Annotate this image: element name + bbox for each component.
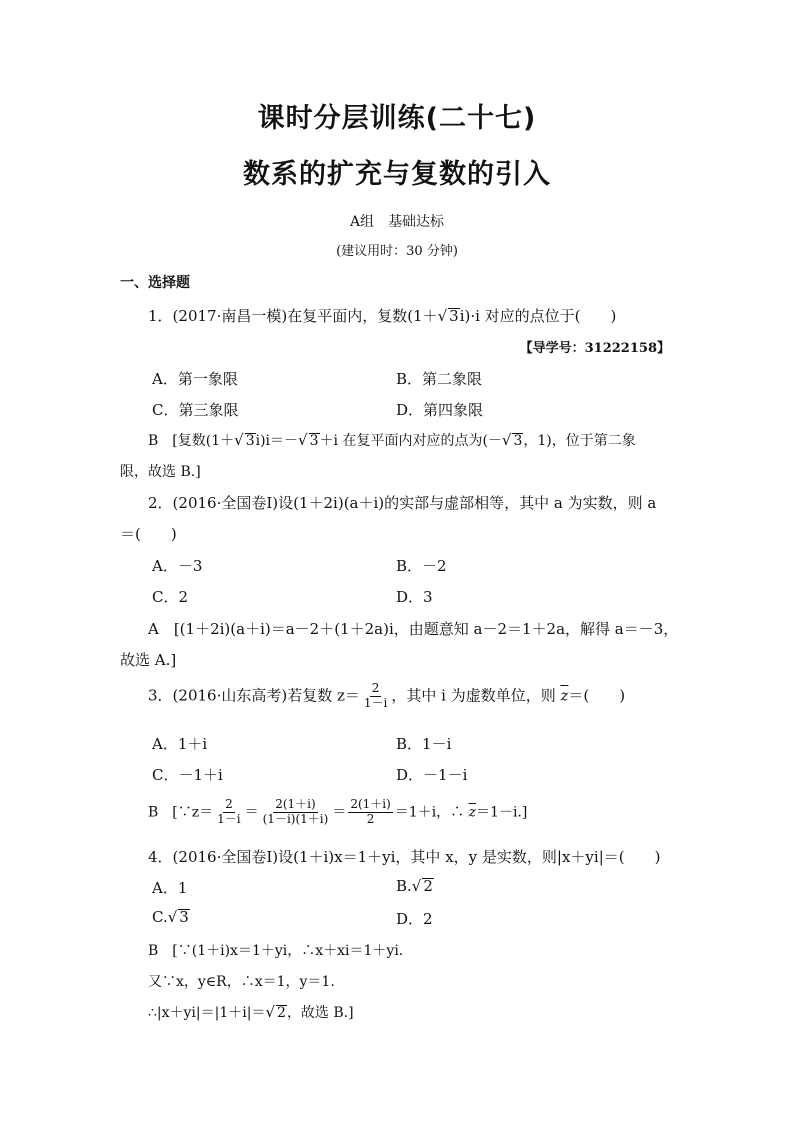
group-level: 基础达标 xyxy=(388,214,445,230)
question-4-answer-line-3: ∴|x＋yi|＝|1＋i|＝√ 2，故选 B.] xyxy=(148,1003,354,1021)
question-1-text-b: i)·i 对应的点位于( ) xyxy=(459,307,617,325)
question-4-option-b: B.√ 2 xyxy=(396,877,433,895)
question-2-answer: A [(1＋2i)(a＋i)＝a－2＋(1＋2a)i，由题意知 a－2＝1＋2a，解得 a＝－3， xyxy=(148,620,679,638)
question-3-option-a: A．1＋i xyxy=(152,735,208,753)
question-3-option-d: D．－1－i xyxy=(396,766,468,784)
answer-1-text-b: i)i＝－ xyxy=(255,433,299,449)
answer-4-radicand: 2 xyxy=(277,1005,286,1021)
question-1-text-a: 1．(2017·南昌一模)在复平面内，复数(1＋ xyxy=(148,307,438,325)
question-3-text-b: ，其中 i 为虚数单位，则 xyxy=(391,686,561,705)
question-1-option-a: A．第一象限 xyxy=(152,370,238,388)
question-1-option-d: D．第四象限 xyxy=(396,401,484,419)
fraction-numerator: 2 xyxy=(371,681,380,695)
answer-4-text-a: ∴|x＋yi|＝|1＋i|＝ xyxy=(148,1005,266,1021)
z-conjugate: $\overline{z}$ xyxy=(468,804,477,821)
question-3-text-a: 3．(2016·山东高考)若复数 z＝ xyxy=(148,686,360,705)
question-1-answer: B [复数(1＋√ 3i)i＝－√ 3＋i 在复平面内对应的点为(－√ 3，1)，位于第二象 xyxy=(148,431,636,449)
question-2-option-b: B．－2 xyxy=(396,557,447,575)
answer-1-text-a: B [复数(1＋ xyxy=(148,433,235,449)
page-subtitle: 数系的扩充与复数的引入 xyxy=(243,159,551,190)
group-heading xyxy=(0,211,794,231)
guide-number: 【导学号：31222158】 xyxy=(519,341,670,356)
option-prefix: B. xyxy=(396,877,412,895)
fraction-numerator: 2(1＋i) xyxy=(350,797,391,811)
answer-1-radicand-a: 3 xyxy=(245,433,255,449)
page-title: 课时分层训练(二十七) xyxy=(257,103,537,134)
question-2: 2．(2016·全国卷Ⅰ)设(1＋2i)(a＋i)的实部与虚部相等，其中 a 为实数，则 a xyxy=(148,494,657,512)
fraction-denominator: 2 xyxy=(366,811,375,826)
answer-3-text-a: B [∵z＝ xyxy=(148,804,214,821)
question-3 xyxy=(148,682,625,711)
question-2-option-c: C．2 xyxy=(152,588,189,606)
answer-4-text-b: ，故选 B.] xyxy=(286,1005,354,1021)
answer-1-text-d: ，1)，位于第二象 xyxy=(523,433,636,449)
question-2-option-d: D．3 xyxy=(396,588,433,606)
option-prefix: C. xyxy=(152,908,168,926)
section-title: 一、选择题 xyxy=(120,275,190,291)
fraction-numerator: 2 xyxy=(225,797,233,811)
answer-3-fraction-1 xyxy=(215,798,242,827)
time-note: (建议用时：30 分钟) xyxy=(336,244,458,259)
question-4-option-c: C.√ 3 xyxy=(152,908,189,926)
answer-3-fraction-3 xyxy=(348,798,392,827)
answer-1-radicand-b: 3 xyxy=(309,433,319,449)
question-1-option-c: C．第三象限 xyxy=(152,401,239,419)
question-1-radicand: 3 xyxy=(449,307,459,325)
answer-1-radicand-c: 3 xyxy=(513,433,523,449)
question-4: 4．(2016·全国卷Ⅰ)设(1＋i)x＝1＋yi，其中 x，y 是实数，则|x＋yi|＝( ) xyxy=(148,848,661,866)
fraction-denominator: 1－i xyxy=(217,811,241,826)
question-4-option-d: D．2 xyxy=(396,910,433,928)
group-label: A组 xyxy=(349,214,375,230)
question-2-option-a: A．－3 xyxy=(152,557,203,575)
z-conjugate: $\overline{z}$ xyxy=(560,686,569,705)
question-3-fraction xyxy=(362,682,389,711)
fraction-denominator: (1－i)(1＋i) xyxy=(262,811,329,826)
question-3-option-c: C．－1＋i xyxy=(152,766,223,784)
question-2-answer-cont: 故选 A.] xyxy=(120,651,177,669)
question-3-answer: B [∵z＝ $\frac{2}{1-i}$ ＝ $\frac{2(1+i)}{(1-i)(1+i)}$ ＝ $\frac{2(1+i)}{2}$ ＝1＋i，∴ $\overline{z}=1-i$.] xyxy=(148,797,528,826)
question-3-option-b: B．1－i xyxy=(396,735,452,753)
answer-3-fraction-2 xyxy=(261,798,331,827)
answer-3-text-b: ＝1＋i，∴ xyxy=(394,804,469,821)
question-2-cont: ＝( ) xyxy=(120,525,177,543)
question-1: 1．(2017·南昌一模)在复平面内，复数(1＋√ 3i)·i 对应的点位于( ) xyxy=(148,307,617,325)
fraction-denominator: 1－i xyxy=(363,695,388,710)
question-3-text-c: ＝( ) xyxy=(568,686,626,705)
fraction-numerator: 2(1＋i) xyxy=(275,797,316,811)
answer-3-text-c: ＝1－i.] xyxy=(476,804,528,821)
answer-1-text-c: ＋i 在复平面内对应的点为(－ xyxy=(319,433,502,449)
question-4-option-a: A．1 xyxy=(152,879,188,897)
question-1-option-b: B．第二象限 xyxy=(396,370,483,388)
question-1-answer-cont: 限，故选 B.] xyxy=(120,464,201,480)
option-radicand: 2 xyxy=(423,877,433,895)
question-4-answer: B [∵(1＋i)x＝1＋yi，∴x＋xi＝1＋yi. xyxy=(148,943,404,959)
option-radicand: 3 xyxy=(179,908,189,926)
question-4-answer-line-2: 又∵x，y∈R，∴x＝1，y＝1. xyxy=(148,974,335,990)
